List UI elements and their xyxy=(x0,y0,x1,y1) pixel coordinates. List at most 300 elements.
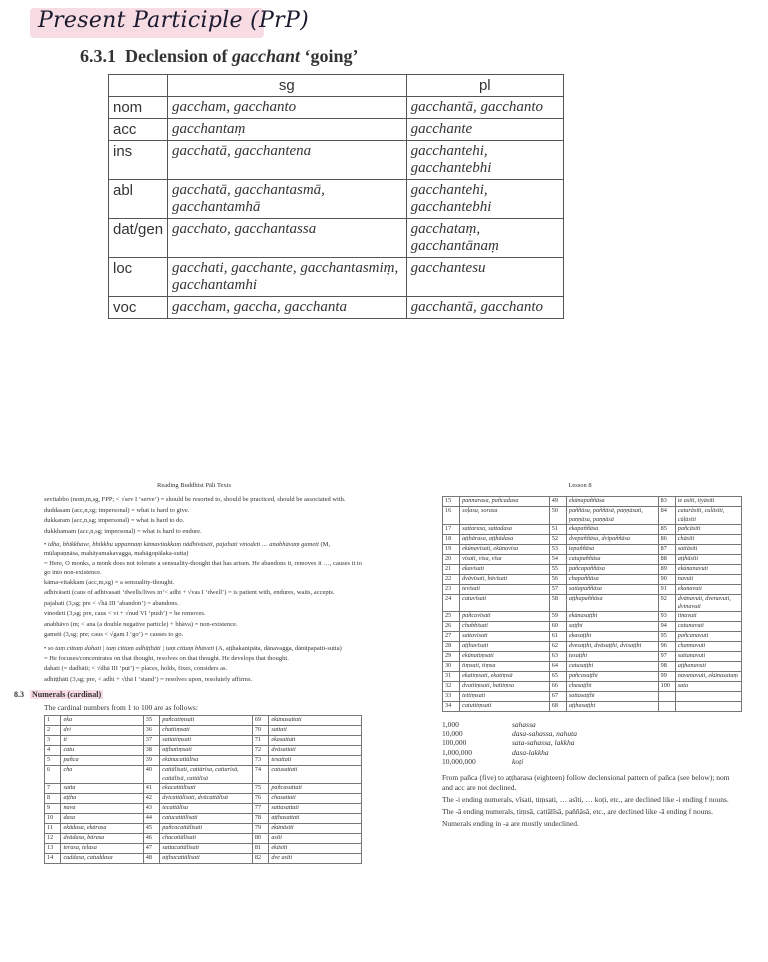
numeral-value: 82 xyxy=(252,853,268,863)
numeral-value: 1 xyxy=(45,716,61,726)
numeral-word xyxy=(675,691,741,701)
numeral-row xyxy=(443,564,742,574)
form-sg: gacchantaṃ xyxy=(168,119,407,141)
numeral-value: 56 xyxy=(549,574,566,584)
numeral-word: aṭṭhacattālīsati xyxy=(160,853,253,863)
numeral-value: 58 xyxy=(549,594,566,611)
declension-row xyxy=(109,258,564,297)
section-title-word: gacchant xyxy=(232,46,301,66)
big-numeral-value: 1,000 xyxy=(442,719,459,729)
numeral-value: 59 xyxy=(549,611,566,621)
numeral-word: caturāsīti, culāsīti, cūḷāsīti xyxy=(675,507,741,524)
numerals-section-title: Numerals (cardinal) xyxy=(32,690,102,700)
numeral-row xyxy=(45,716,362,726)
numeral-row xyxy=(45,853,362,863)
numeral-value: 69 xyxy=(252,716,268,726)
gloss-adhivaseti: adhivāseti (caus of adhivasati ‘dwells/lives in’< adhi + √vas I ‘dwell’) = is patient with, endures, waits, accepts. xyxy=(44,589,335,597)
bullet-quote-1: • idha, bhikkhave, bhikkhu uppannaṃ kāmavitakkaṃ nādhivāseti, pajahati vinodeti … anabhāvaṃ gameti (M, mūlapaṇṇāsa, mahāyamakavagga, mahāgopālaka-sutta) xyxy=(44,541,331,557)
big-numeral-word: sahassa xyxy=(512,719,536,729)
numeral-value: 22 xyxy=(443,574,460,584)
numeral-value: 2 xyxy=(45,726,61,736)
numeral-value: 95 xyxy=(658,631,675,641)
declension-table xyxy=(108,74,564,319)
numeral-row xyxy=(45,803,362,813)
numeral-word: cha xyxy=(61,766,143,783)
numeral-value: 14 xyxy=(45,853,61,863)
numeral-value: 72 xyxy=(252,746,268,756)
form-pl: gacchantā, gacchanto xyxy=(406,297,563,319)
section-heading xyxy=(80,46,359,67)
numeral-word: navuti xyxy=(675,574,741,584)
numeral-value: 89 xyxy=(658,564,675,574)
numeral-value: 68 xyxy=(549,701,566,711)
numeral-row xyxy=(45,726,362,736)
big-numeral-row xyxy=(442,720,756,729)
numeral-word: ekanavuti xyxy=(675,584,741,594)
numeral-value: 52 xyxy=(549,534,566,544)
numeral-row xyxy=(443,661,742,671)
numeral-value: 10 xyxy=(45,813,61,823)
numeral-value: 92 xyxy=(658,594,675,611)
numeral-value: 25 xyxy=(443,611,460,621)
numeral-word: pañcasaṭṭhi xyxy=(566,671,658,681)
form-pl: gacchantesu xyxy=(406,258,563,297)
numeral-value: 54 xyxy=(549,554,566,564)
numeral-row xyxy=(443,691,742,701)
numeral-word: sattavīsati xyxy=(460,631,550,641)
numeral-word: chāsīti xyxy=(675,534,741,544)
numeral-word: ekasaṭṭhi xyxy=(566,631,658,641)
declension-row xyxy=(109,141,564,180)
numeral-row xyxy=(443,497,742,507)
numeral-value: 85 xyxy=(658,524,675,534)
declension-row xyxy=(109,97,564,119)
gloss-pajahati: pajahati (3,sg; pre < √hā III ‘abandon’) = abandons. xyxy=(44,599,179,607)
numeral-value: 96 xyxy=(658,641,675,651)
numeral-value: 13 xyxy=(45,843,61,853)
numeral-value: 32 xyxy=(443,681,460,691)
numeral-word: dvāvīsati, bāvīsati xyxy=(460,574,550,584)
numeral-row xyxy=(443,651,742,661)
numeral-word: sattati xyxy=(269,726,362,736)
numeral-value xyxy=(658,691,675,701)
numeral-value: 60 xyxy=(549,621,566,631)
numeral-word: satta xyxy=(61,783,143,793)
numerals-table-left xyxy=(44,715,362,863)
numeral-value: 51 xyxy=(549,524,566,534)
bullet-quote-2: • so taṃ cittaṃ dahati | taṃ cittaṃ adhiṭṭhāti | taṃ cittaṃ bhāveti (A, aṭṭhakanipāta, dānavagga, dānūpapatti-sutta) xyxy=(44,644,342,652)
numerals-section-number: 8.3 xyxy=(14,690,24,700)
numeral-row xyxy=(443,507,742,524)
numeral-word: soḷasa, sorasa xyxy=(460,507,550,524)
numeral-value: 45 xyxy=(143,823,159,833)
numeral-word: aṭṭhapaññāsa xyxy=(566,594,658,611)
numeral-value: 97 xyxy=(658,651,675,661)
numeral-word: dvāsattati xyxy=(269,746,362,756)
numeral-row xyxy=(443,701,742,711)
big-numeral-row xyxy=(442,738,756,747)
numeral-word: catuvīsati xyxy=(460,594,550,611)
numeral-word: vīsati, vīsa, vīsa xyxy=(460,554,550,564)
numeral-word: pañcāsīti xyxy=(675,524,741,534)
quote-2-pali: so taṃ cittaṃ dahati | taṃ cittaṃ adhiṭṭhāti | taṃ cittaṃ bhāveti xyxy=(47,644,215,652)
numeral-word: pañcanavuti xyxy=(675,631,741,641)
numeral-value: 53 xyxy=(549,544,566,554)
numeral-word: ekūnavīsati, ekūnavīsa xyxy=(460,544,550,554)
numeral-row xyxy=(443,631,742,641)
case-label: ins xyxy=(109,141,168,180)
form-sg: gaccham, gaccha, gacchanta xyxy=(168,297,407,319)
numeral-value: 35 xyxy=(143,716,159,726)
numeral-row xyxy=(443,594,742,611)
numeral-word: aṭṭhasattati xyxy=(269,813,362,823)
numeral-word: sattasaṭṭhi xyxy=(566,691,658,701)
numeral-value: 31 xyxy=(443,671,460,681)
big-numeral-value: 10,000,000 xyxy=(442,757,476,767)
section-title-post: ‘going’ xyxy=(300,46,359,66)
numeral-word: sattanavuti xyxy=(675,651,741,661)
numeral-value: 77 xyxy=(252,803,268,813)
numeral-value: 99 xyxy=(658,671,675,681)
numeral-value: 30 xyxy=(443,661,460,671)
big-numeral-word: koṭi xyxy=(512,757,524,767)
numeral-value: 81 xyxy=(252,843,268,853)
numeral-value: 29 xyxy=(443,651,460,661)
numeral-word: sattatiṃsati xyxy=(160,736,253,746)
form-sg: gacchatā, gacchantasmā, gacchantamhā xyxy=(168,180,407,219)
numeral-value: 63 xyxy=(549,651,566,661)
numeral-word: chacattālīsati xyxy=(160,833,253,843)
numeral-value: 55 xyxy=(549,564,566,574)
numeral-word: chattiṃsati xyxy=(160,726,253,736)
numeral-value: 57 xyxy=(549,584,566,594)
numeral-value: 21 xyxy=(443,564,460,574)
numeral-word: dvānavuti, dvenavuti, dvinavuti xyxy=(675,594,741,611)
declension-row xyxy=(109,119,564,141)
numeral-word: pañcacattālīsati xyxy=(160,823,253,833)
numeral-value: 48 xyxy=(143,853,159,863)
numeral-word: navanavuti, ekūnasataṃ xyxy=(675,671,741,681)
numeral-word: aṭṭhavīsati xyxy=(460,641,550,651)
numeral-word: ekavīsati xyxy=(460,564,550,574)
numeral-value: 27 xyxy=(443,631,460,641)
numeral-value: 43 xyxy=(143,803,159,813)
numeral-word: tevīsati xyxy=(460,584,550,594)
numeral-row xyxy=(45,813,362,823)
numeral-value: 71 xyxy=(252,736,268,746)
big-numeral-value: 1,000,000 xyxy=(442,747,472,757)
big-numeral-word: dasa-lakkha xyxy=(512,747,549,757)
numeral-word: catucattālīsati xyxy=(160,813,253,823)
numeral-word: catunavuti xyxy=(675,621,741,631)
numeral-word: tesaṭṭhi xyxy=(566,651,658,661)
right-page-header: Lesson 8 xyxy=(568,482,592,489)
numeral-word: cattālīsati, cattārīsa, cattarīsā, cattālīsā, cattālīsā xyxy=(160,766,253,783)
numeral-word: ekādasa, ekārasa xyxy=(61,823,143,833)
numeral-value xyxy=(658,701,675,711)
numeral-word: pañcapaññāsa xyxy=(566,564,658,574)
numeral-value: 12 xyxy=(45,833,61,843)
numeral-word: ekūnanavuti xyxy=(675,564,741,574)
numeral-word: terasa, telasa xyxy=(61,843,143,853)
numeral-value: 44 xyxy=(143,813,159,823)
numeral-word: ekūnāsīti xyxy=(269,823,362,833)
numeral-value: 70 xyxy=(252,726,268,736)
numeral-word: dvādasa, bārasa xyxy=(61,833,143,843)
numeral-row xyxy=(443,554,742,564)
numeral-word: catupaññāsa xyxy=(566,554,658,564)
numeral-row xyxy=(45,766,362,783)
numeral-word: tinavuti xyxy=(675,611,741,621)
quote-1-pali: idha, bhikkhave, bhikkhu uppannaṃ kāmavitakkaṃ nādhivāseti, pajahati vinodeti … anabhāvaṃ gameti xyxy=(47,541,319,549)
numeral-word: dasa xyxy=(61,813,143,823)
gloss-sevitabbo: sevitabbo (nom,m,sg, FPP; < √sev I ‘serve’) = should be resorted to, should be practiced, should be associated with. xyxy=(44,496,346,504)
numeral-word: ekasattati xyxy=(269,736,362,746)
numeral-row xyxy=(45,843,362,853)
numeral-row xyxy=(443,671,742,681)
numeral-value: 62 xyxy=(549,641,566,651)
numeral-value: 64 xyxy=(549,661,566,671)
numeral-value: 46 xyxy=(143,833,159,843)
form-pl: gacchataṃ, gacchantānaṃ xyxy=(406,219,563,258)
numeral-word: pannarasa, pañcadasa xyxy=(460,497,550,507)
numeral-word: chapaññāsa xyxy=(566,574,658,584)
numeral-word: nava xyxy=(61,803,143,813)
handwritten-heading: Present Participle (PrP) xyxy=(38,8,309,33)
numeral-value: 15 xyxy=(443,497,460,507)
numeral-word: ekāsīti xyxy=(269,843,362,853)
numeral-value: 74 xyxy=(252,766,268,783)
numeral-word: sattacattālīsati xyxy=(160,843,253,853)
form-pl: gacchantā, gacchanto xyxy=(406,97,563,119)
numeral-word: aṭṭhanavuti xyxy=(675,661,741,671)
numeral-word: tesattati xyxy=(269,756,362,766)
numeral-word: pañcasattati xyxy=(269,783,362,793)
numeral-word: pañca xyxy=(61,756,143,766)
numeral-value: 100 xyxy=(658,681,675,691)
numeral-value: 39 xyxy=(143,756,159,766)
numeral-value: 17 xyxy=(443,524,460,534)
numeral-value: 37 xyxy=(143,736,159,746)
case-label: loc xyxy=(109,258,168,297)
numeral-value: 65 xyxy=(549,671,566,681)
numeral-row xyxy=(45,756,362,766)
numeral-row xyxy=(45,783,362,793)
form-pl: gacchantehi, gacchantebhi xyxy=(406,180,563,219)
numeral-word: ekūnasattati xyxy=(269,716,362,726)
numeral-word: eka xyxy=(61,716,143,726)
big-numeral-value: 100,000 xyxy=(442,738,467,748)
numeral-value: 78 xyxy=(252,813,268,823)
case-label: voc xyxy=(109,297,168,319)
numeral-word: aṭṭhasaṭṭhi xyxy=(566,701,658,711)
numeral-word: catuttiṃsati xyxy=(460,701,550,711)
numeral-word: ekūnapaññāsa xyxy=(566,497,658,507)
declension-header-row xyxy=(109,75,564,97)
numeral-word: chabbīsati xyxy=(460,621,550,631)
case-label: dat/gen xyxy=(109,219,168,258)
left-page xyxy=(14,482,374,952)
numeral-value: 6 xyxy=(45,766,61,783)
numeral-value: 16 xyxy=(443,507,460,524)
numeral-value: 47 xyxy=(143,843,159,853)
numeral-word: cuddasa, catuddasa xyxy=(61,853,143,863)
numeral-row xyxy=(443,641,742,651)
numeral-word: sata xyxy=(675,681,741,691)
numeral-value: 4 xyxy=(45,746,61,756)
form-sg: gaccham, gacchanto xyxy=(168,97,407,119)
gloss-dukkhamam: dukkhamam (acc,n,sg; impersonal) = what is hard to endure. xyxy=(44,527,202,535)
col-header-pl: pl xyxy=(406,75,563,97)
numeral-word: pañcatiṃsati xyxy=(160,716,253,726)
big-numeral-value: 10,000 xyxy=(442,729,463,739)
numeral-value: 7 xyxy=(45,783,61,793)
big-numeral-row xyxy=(442,729,756,738)
numeral-value: 84 xyxy=(658,507,675,524)
note-i-ending: The -i ending numerals, vīsati, tiṃsati, … asīti, … koṭi, etc., are declined like -i ending f nouns. xyxy=(442,794,729,804)
numeral-value: 86 xyxy=(658,534,675,544)
numeral-value: 41 xyxy=(143,783,159,793)
numeral-value: 87 xyxy=(658,544,675,554)
quote-2-translation: = He focuses/concentrates on that thought, resolves on that thought. He develops that thought. xyxy=(44,655,289,662)
numeral-word: dvicattālīsati, dvācattālīsā xyxy=(160,793,253,803)
numeral-word: ti xyxy=(61,736,143,746)
numeral-word: saṭṭhi xyxy=(566,621,658,631)
declension-row xyxy=(109,219,564,258)
numeral-word: tecattālīsa xyxy=(160,803,253,813)
numeral-value: 19 xyxy=(443,544,460,554)
numerals-table-right xyxy=(442,496,742,711)
gloss-duddasam: duddasam (acc,n,sg; impersonal) = what is hard to give. xyxy=(44,506,190,514)
numeral-value: 49 xyxy=(549,497,566,507)
numeral-word: te asīti, tiyāsīti xyxy=(675,497,741,507)
numeral-value: 42 xyxy=(143,793,159,803)
numeral-value: 34 xyxy=(443,701,460,711)
numeral-word: aṭṭha xyxy=(61,793,143,803)
numeral-word: catusaṭṭhi xyxy=(566,661,658,671)
numeral-value: 23 xyxy=(443,584,460,594)
numeral-word: ekapaññāsa xyxy=(566,524,658,534)
numeral-word: chasattati xyxy=(269,793,362,803)
numeral-word: sattarasa, sattadasa xyxy=(460,524,550,534)
numeral-value: 66 xyxy=(549,681,566,691)
numeral-value: 8 xyxy=(45,793,61,803)
numeral-word: tiṃsati, tiṃsa xyxy=(460,661,550,671)
form-sg: gacchatā, gacchantena xyxy=(168,141,407,180)
big-numeral-row xyxy=(442,757,756,766)
quote-2-source: (A, aṭṭhakanipāta, dānavagga, dānūpapatti-sutta) xyxy=(215,644,342,652)
numeral-word xyxy=(675,701,741,711)
numeral-value: 67 xyxy=(549,691,566,701)
numeral-word: dvi xyxy=(61,726,143,736)
numeral-row xyxy=(443,584,742,594)
numeral-value: 18 xyxy=(443,534,460,544)
numeral-value: 50 xyxy=(549,507,566,524)
case-label: acc xyxy=(109,119,168,141)
numeral-word: pañcavīsati xyxy=(460,611,550,621)
gloss-adhitthati: adhiṭṭhāti (3,sg; pre, < adhi + √ṭhā I ‘stand’) = resolves upon, resolutely affirms. xyxy=(44,675,253,683)
form-sg: gacchato, gacchantassa xyxy=(168,219,407,258)
numeral-value: 93 xyxy=(658,611,675,621)
section-title-pre: Declension of xyxy=(125,46,232,66)
numerals-section-heading xyxy=(14,690,374,700)
numeral-row xyxy=(443,681,742,691)
numeral-value: 24 xyxy=(443,594,460,611)
numeral-value: 91 xyxy=(658,584,675,594)
note-undeclined: Numerals ending in -a are mostly undeclined. xyxy=(442,819,579,829)
section-number: 6.3.1 xyxy=(80,46,116,66)
gloss-dukkaram: dukkaram (acc,n,sg; impersonal) = what is hard to do. xyxy=(44,517,185,525)
big-numeral-word: dasa-sahassa, nahuta xyxy=(512,729,578,739)
numeral-value: 40 xyxy=(143,766,159,783)
numeral-value: 90 xyxy=(658,574,675,584)
form-pl: gacchante xyxy=(406,119,563,141)
right-page xyxy=(404,482,756,952)
numeral-value: 61 xyxy=(549,631,566,641)
numeral-value: 28 xyxy=(443,641,460,651)
big-numeral-row xyxy=(442,748,756,757)
numeral-word: dvepaññāsa, dvipaññāsa xyxy=(566,534,658,544)
numeral-word: dvattiṃsati, battiṃsa xyxy=(460,681,550,691)
numeral-row xyxy=(443,611,742,621)
numeral-value: 94 xyxy=(658,621,675,631)
form-sg: gacchati, gacchante, gacchantasmiṃ, gacchantamhi xyxy=(168,258,407,297)
form-pl: gacchantehi, gacchantebhi xyxy=(406,141,563,180)
case-label: nom xyxy=(109,97,168,119)
numeral-word: catu xyxy=(61,746,143,756)
numeral-word: tettiṃsati xyxy=(460,691,550,701)
big-numeral-word: sata-sahassa, lakkha xyxy=(512,738,575,748)
numeral-value: 80 xyxy=(252,833,268,843)
note-a-ending: The -ā ending numerals, tiṃsā, cattālīsā, paññāsā, etc., are declined like -ā ending f nouns. xyxy=(442,806,713,816)
numeral-value: 20 xyxy=(443,554,460,564)
numeral-value: 75 xyxy=(252,783,268,793)
numeral-value: 9 xyxy=(45,803,61,813)
numeral-word: ekūnasaṭṭhi xyxy=(566,611,658,621)
numeral-value: 26 xyxy=(443,621,460,631)
gloss-vinodeti: vinodeti (3,sg; pre, caus < vi + √nud VI ‘push’) = he removes. xyxy=(44,610,206,618)
numeral-word: asīti xyxy=(269,833,362,843)
numeral-row xyxy=(45,833,362,843)
numeral-word: ekūnacattālīsa xyxy=(160,756,253,766)
numeral-row xyxy=(443,574,742,584)
numeral-row xyxy=(443,534,742,544)
numeral-word: dvesaṭṭhi, dvāsaṭṭhi, dvisaṭṭhi xyxy=(566,641,658,651)
declension-row xyxy=(109,297,564,319)
numeral-row xyxy=(45,793,362,803)
numeral-word: sattasattati xyxy=(269,803,362,813)
numeral-value: 38 xyxy=(143,746,159,756)
numeral-word: paññāsa, paññāsā, paṇṇāsati, paṇṇāsa, paṇṇāsā xyxy=(566,507,658,524)
numerals-intro: The cardinal numbers from 1 to 100 are as follows: xyxy=(44,702,198,712)
numerals-notes xyxy=(442,773,742,830)
numeral-value: 88 xyxy=(658,554,675,564)
gloss-kamavitakkam: kāma-vitakkam (acc,m,sg) = a sensuality-thought. xyxy=(44,578,175,586)
numeral-value: 36 xyxy=(143,726,159,736)
left-page-header: Reading Buddhist Pāli Texts xyxy=(157,482,231,489)
numeral-word: catusattati xyxy=(269,766,362,783)
numeral-value: 33 xyxy=(443,691,460,701)
numeral-value: 5 xyxy=(45,756,61,766)
numeral-value: 3 xyxy=(45,736,61,746)
numeral-word: dve asīti xyxy=(269,853,362,863)
numeral-value: 98 xyxy=(658,661,675,671)
note-panca: From pañca (five) to aṭṭharasa (eighteen) follow declensional pattern of pañca (see below); nom and acc are not declined. xyxy=(442,772,730,792)
numeral-word: aṭṭhatiṃsati xyxy=(160,746,253,756)
numeral-word: ekatiṃsati, ekatiṃsā xyxy=(460,671,550,681)
gloss-anabhavo: anabhāvo (m; < ana (a double negative particle) + bhāva) = non-existence. xyxy=(44,620,238,628)
numeral-word: tepaññāsa xyxy=(566,544,658,554)
